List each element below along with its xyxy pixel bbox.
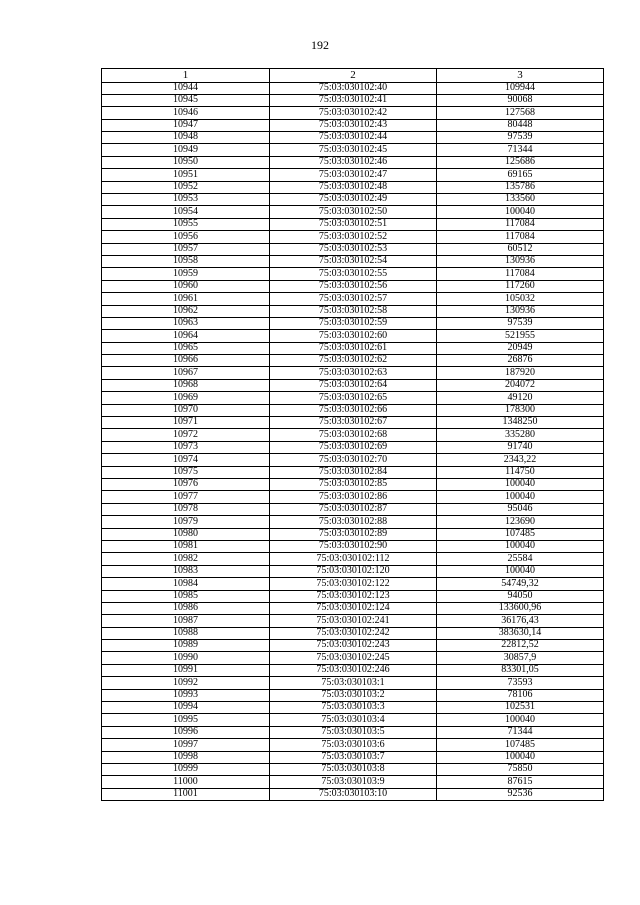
cadastral-number-cell: 75:03:030103:3 [270, 702, 437, 714]
row-number-cell: 10944 [102, 82, 270, 94]
row-number-cell: 10959 [102, 268, 270, 280]
table-row [102, 243, 604, 255]
page-number: 192 [311, 38, 329, 52]
value-cell: 117084 [437, 231, 604, 243]
table-row [102, 429, 604, 441]
cadastral-number-cell: 75:03:030103:4 [270, 714, 437, 726]
table-row [102, 392, 604, 404]
row-number-cell: 10984 [102, 578, 270, 590]
value-cell: 178300 [437, 404, 604, 416]
value-cell: 92536 [437, 788, 604, 800]
row-number-cell: 10946 [102, 107, 270, 119]
cadastral-number-cell: 75:03:030103:10 [270, 788, 437, 800]
table-row [102, 82, 604, 94]
row-number-cell: 10963 [102, 317, 270, 329]
table-row [102, 739, 604, 751]
row-number-cell: 10982 [102, 553, 270, 565]
table-row [102, 788, 604, 800]
value-cell: 91740 [437, 441, 604, 453]
row-number-cell: 10999 [102, 763, 270, 775]
row-number-cell: 10981 [102, 540, 270, 552]
row-number-cell: 10977 [102, 491, 270, 503]
table-row [102, 627, 604, 639]
table-row [102, 404, 604, 416]
cadastral-number-cell: 75:03:030102:55 [270, 268, 437, 280]
row-number-cell: 10966 [102, 355, 270, 367]
table-row [102, 441, 604, 453]
cadastral-number-cell: 75:03:030102:40 [270, 82, 437, 94]
row-number-cell: 10953 [102, 194, 270, 206]
row-number-cell: 10952 [102, 181, 270, 193]
value-cell: 107485 [437, 528, 604, 540]
value-cell: 49120 [437, 392, 604, 404]
cadastral-number-cell: 75:03:030102:60 [270, 330, 437, 342]
table-row [102, 751, 604, 763]
row-number-cell: 10979 [102, 516, 270, 528]
cadastral-number-cell: 75:03:030103:6 [270, 739, 437, 751]
column-header-3: 3 [437, 69, 604, 83]
row-number-cell: 10967 [102, 367, 270, 379]
cadastral-number-cell: 75:03:030103:9 [270, 776, 437, 788]
value-cell: 100040 [437, 206, 604, 218]
value-cell: 130936 [437, 255, 604, 267]
table-row [102, 293, 604, 305]
cadastral-number-cell: 75:03:030102:48 [270, 181, 437, 193]
cadastral-number-cell: 75:03:030102:65 [270, 392, 437, 404]
table-row [102, 652, 604, 664]
cadastral-number-cell: 75:03:030102:89 [270, 528, 437, 540]
row-number-cell: 10976 [102, 479, 270, 491]
value-cell: 94050 [437, 590, 604, 602]
row-number-cell: 10961 [102, 293, 270, 305]
row-number-cell: 10950 [102, 156, 270, 168]
row-number-cell: 11001 [102, 788, 270, 800]
cadastral-number-cell: 75:03:030102:51 [270, 218, 437, 230]
row-number-cell: 10947 [102, 119, 270, 131]
table-row [102, 553, 604, 565]
row-number-cell: 10960 [102, 280, 270, 292]
table-row [102, 94, 604, 106]
table-row [102, 726, 604, 738]
table-row [102, 317, 604, 329]
table-row [102, 714, 604, 726]
value-cell: 20949 [437, 342, 604, 354]
value-cell: 26876 [437, 355, 604, 367]
value-cell: 73593 [437, 677, 604, 689]
cadastral-number-cell: 75:03:030102:84 [270, 466, 437, 478]
cadastral-number-cell: 75:03:030103:1 [270, 677, 437, 689]
table-row [102, 169, 604, 181]
table-row [102, 689, 604, 701]
value-cell: 135786 [437, 181, 604, 193]
cadastral-number-cell: 75:03:030102:61 [270, 342, 437, 354]
cadastral-number-cell: 75:03:030102:41 [270, 94, 437, 106]
value-cell: 100040 [437, 540, 604, 552]
row-number-cell: 10964 [102, 330, 270, 342]
table-row [102, 454, 604, 466]
cadastral-number-cell: 75:03:030102:59 [270, 317, 437, 329]
cadastral-number-cell: 75:03:030102:87 [270, 503, 437, 515]
value-cell: 133560 [437, 194, 604, 206]
value-cell: 25584 [437, 553, 604, 565]
value-cell: 125686 [437, 156, 604, 168]
cadastral-number-cell: 75:03:030102:52 [270, 231, 437, 243]
value-cell: 54749,32 [437, 578, 604, 590]
row-number-cell: 10957 [102, 243, 270, 255]
value-cell: 90068 [437, 94, 604, 106]
table-row [102, 119, 604, 131]
cadastral-number-cell: 75:03:030102:70 [270, 454, 437, 466]
column-header-1: 1 [102, 69, 270, 83]
value-cell: 22812,52 [437, 640, 604, 652]
row-number-cell: 10980 [102, 528, 270, 540]
value-cell: 71344 [437, 726, 604, 738]
value-cell: 107485 [437, 739, 604, 751]
value-cell: 100040 [437, 751, 604, 763]
table-row [102, 640, 604, 652]
row-number-cell: 10983 [102, 565, 270, 577]
cadastral-number-cell: 75:03:030102:54 [270, 255, 437, 267]
table-row [102, 528, 604, 540]
value-cell: 204072 [437, 379, 604, 391]
cadastral-number-cell: 75:03:030102:112 [270, 553, 437, 565]
value-cell: 117084 [437, 218, 604, 230]
value-cell: 100040 [437, 565, 604, 577]
row-number-cell: 10949 [102, 144, 270, 156]
row-number-cell: 10954 [102, 206, 270, 218]
row-number-cell: 10973 [102, 441, 270, 453]
table-body [102, 82, 604, 801]
row-number-cell: 10989 [102, 640, 270, 652]
cadastral-number-cell: 75:03:030102:64 [270, 379, 437, 391]
row-number-cell: 10992 [102, 677, 270, 689]
table-row [102, 565, 604, 577]
table-row [102, 763, 604, 775]
table-row [102, 181, 604, 193]
row-number-cell: 11000 [102, 776, 270, 788]
table-row [102, 615, 604, 627]
cadastral-number-cell: 75:03:030102:120 [270, 565, 437, 577]
row-number-cell: 10945 [102, 94, 270, 106]
value-cell: 69165 [437, 169, 604, 181]
row-number-cell: 10956 [102, 231, 270, 243]
table-row [102, 132, 604, 144]
table-row [102, 466, 604, 478]
value-cell: 36176,43 [437, 615, 604, 627]
row-number-cell: 10965 [102, 342, 270, 354]
table-row [102, 355, 604, 367]
table-row [102, 194, 604, 206]
row-number-cell: 10995 [102, 714, 270, 726]
row-number-cell: 10948 [102, 132, 270, 144]
row-number-cell: 10951 [102, 169, 270, 181]
row-number-cell: 10978 [102, 503, 270, 515]
table-row [102, 479, 604, 491]
value-cell: 100040 [437, 491, 604, 503]
header-row [102, 69, 604, 83]
value-cell: 97539 [437, 132, 604, 144]
cadastral-number-cell: 75:03:030102:67 [270, 417, 437, 429]
table-row [102, 602, 604, 614]
row-number-cell: 10988 [102, 627, 270, 639]
cadastral-number-cell: 75:03:030102:88 [270, 516, 437, 528]
row-number-cell: 10985 [102, 590, 270, 602]
row-number-cell: 10969 [102, 392, 270, 404]
table-row [102, 305, 604, 317]
value-cell: 95046 [437, 503, 604, 515]
value-cell: 102531 [437, 702, 604, 714]
table-row [102, 144, 604, 156]
value-cell: 87615 [437, 776, 604, 788]
value-cell: 100040 [437, 714, 604, 726]
value-cell: 114750 [437, 466, 604, 478]
data-table [101, 68, 604, 801]
value-cell: 117260 [437, 280, 604, 292]
cadastral-number-cell: 75:03:030102:42 [270, 107, 437, 119]
table-row [102, 231, 604, 243]
table-row [102, 379, 604, 391]
row-number-cell: 10993 [102, 689, 270, 701]
table-row [102, 578, 604, 590]
table-row [102, 280, 604, 292]
row-number-cell: 10975 [102, 466, 270, 478]
table-row [102, 677, 604, 689]
value-cell: 521955 [437, 330, 604, 342]
cadastral-number-cell: 75:03:030102:46 [270, 156, 437, 168]
value-cell: 2343,22 [437, 454, 604, 466]
table-row [102, 107, 604, 119]
cadastral-number-cell: 75:03:030102:85 [270, 479, 437, 491]
row-number-cell: 10997 [102, 739, 270, 751]
cadastral-number-cell: 75:03:030102:50 [270, 206, 437, 218]
table-row [102, 156, 604, 168]
table-row [102, 664, 604, 676]
cadastral-number-cell: 75:03:030102:68 [270, 429, 437, 441]
value-cell: 78106 [437, 689, 604, 701]
cadastral-number-cell: 75:03:030102:63 [270, 367, 437, 379]
row-number-cell: 10996 [102, 726, 270, 738]
cadastral-number-cell: 75:03:030102:69 [270, 441, 437, 453]
table-row [102, 590, 604, 602]
cadastral-number-cell: 75:03:030102:86 [270, 491, 437, 503]
value-cell: 75850 [437, 763, 604, 775]
value-cell: 83301,05 [437, 664, 604, 676]
cadastral-number-cell: 75:03:030102:123 [270, 590, 437, 602]
cadastral-number-cell: 75:03:030102:245 [270, 652, 437, 664]
value-cell: 60512 [437, 243, 604, 255]
value-cell: 123690 [437, 516, 604, 528]
cadastral-number-cell: 75:03:030102:241 [270, 615, 437, 627]
cadastral-number-cell: 75:03:030102:47 [270, 169, 437, 181]
table-row [102, 417, 604, 429]
value-cell: 71344 [437, 144, 604, 156]
cadastral-number-cell: 75:03:030102:49 [270, 194, 437, 206]
row-number-cell: 10962 [102, 305, 270, 317]
cadastral-number-cell: 75:03:030102:57 [270, 293, 437, 305]
value-cell: 97539 [437, 317, 604, 329]
table-row [102, 776, 604, 788]
table-row [102, 206, 604, 218]
cadastral-number-cell: 75:03:030102:124 [270, 602, 437, 614]
table-row [102, 516, 604, 528]
value-cell: 30857,9 [437, 652, 604, 664]
cadastral-number-cell: 75:03:030102:44 [270, 132, 437, 144]
row-number-cell: 10998 [102, 751, 270, 763]
value-cell: 127568 [437, 107, 604, 119]
cadastral-number-cell: 75:03:030103:2 [270, 689, 437, 701]
row-number-cell: 10986 [102, 602, 270, 614]
cadastral-number-cell: 75:03:030102:122 [270, 578, 437, 590]
row-number-cell: 10974 [102, 454, 270, 466]
row-number-cell: 10994 [102, 702, 270, 714]
value-cell: 1348250 [437, 417, 604, 429]
cadastral-number-cell: 75:03:030102:66 [270, 404, 437, 416]
cadastral-number-cell: 75:03:030102:90 [270, 540, 437, 552]
table-row [102, 540, 604, 552]
cadastral-number-cell: 75:03:030103:5 [270, 726, 437, 738]
row-number-cell: 10972 [102, 429, 270, 441]
row-number-cell: 10971 [102, 417, 270, 429]
cadastral-number-cell: 75:03:030102:62 [270, 355, 437, 367]
value-cell: 117084 [437, 268, 604, 280]
cadastral-number-cell: 75:03:030102:56 [270, 280, 437, 292]
cadastral-number-cell: 75:03:030102:58 [270, 305, 437, 317]
value-cell: 80448 [437, 119, 604, 131]
table-row [102, 218, 604, 230]
table-row [102, 491, 604, 503]
cadastral-number-cell: 75:03:030102:45 [270, 144, 437, 156]
cadastral-number-cell: 75:03:030103:7 [270, 751, 437, 763]
value-cell: 383630,14 [437, 627, 604, 639]
value-cell: 335280 [437, 429, 604, 441]
value-cell: 187920 [437, 367, 604, 379]
value-cell: 100040 [437, 479, 604, 491]
row-number-cell: 10970 [102, 404, 270, 416]
table-row [102, 330, 604, 342]
row-number-cell: 10958 [102, 255, 270, 267]
row-number-cell: 10987 [102, 615, 270, 627]
table-row [102, 268, 604, 280]
cadastral-number-cell: 75:03:030102:43 [270, 119, 437, 131]
cadastral-number-cell: 75:03:030102:242 [270, 627, 437, 639]
table-row [102, 367, 604, 379]
cadastral-number-cell: 75:03:030102:243 [270, 640, 437, 652]
row-number-cell: 10991 [102, 664, 270, 676]
value-cell: 109944 [437, 82, 604, 94]
row-number-cell: 10990 [102, 652, 270, 664]
table-header [102, 69, 604, 83]
table-row [102, 255, 604, 267]
cadastral-number-cell: 75:03:030102:246 [270, 664, 437, 676]
table-row [102, 503, 604, 515]
table-row [102, 702, 604, 714]
column-header-2: 2 [270, 69, 437, 83]
table-row [102, 342, 604, 354]
value-cell: 130936 [437, 305, 604, 317]
value-cell: 133600,96 [437, 602, 604, 614]
value-cell: 105032 [437, 293, 604, 305]
row-number-cell: 10968 [102, 379, 270, 391]
cadastral-number-cell: 75:03:030103:8 [270, 763, 437, 775]
cadastral-number-cell: 75:03:030102:53 [270, 243, 437, 255]
row-number-cell: 10955 [102, 218, 270, 230]
